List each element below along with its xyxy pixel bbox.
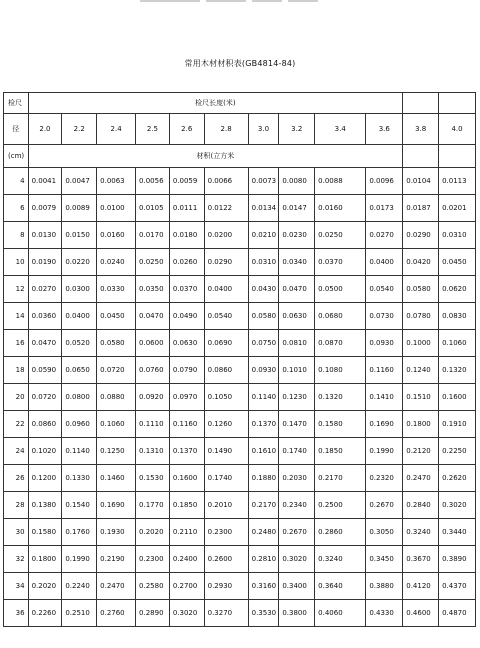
volume-cell: 0.0111 (169, 195, 204, 222)
volume-cell: 0.0130 (28, 222, 62, 249)
volume-cell: 0.0250 (315, 222, 366, 249)
volume-cell: 0.4120 (403, 573, 439, 600)
length-header-cell: 2.8 (204, 114, 248, 145)
volume-cell: 0.3020 (279, 546, 315, 573)
diameter-cell: 36 (4, 600, 29, 627)
volume-cell: 0.0190 (28, 249, 62, 276)
volume-cell: 0.0260 (169, 249, 204, 276)
corner-label-top: 检尺 (4, 93, 29, 114)
volume-cell: 0.1800 (403, 411, 439, 438)
volume-cell: 0.1060 (97, 411, 136, 438)
volume-cell: 0.0430 (248, 276, 279, 303)
length-header-cell: 2.4 (97, 114, 136, 145)
volume-cell: 0.1490 (204, 438, 248, 465)
volume-cell: 0.0930 (366, 330, 403, 357)
volume-cell: 0.3050 (366, 519, 403, 546)
volume-cell: 0.3640 (315, 573, 366, 600)
volume-cell: 0.1600 (439, 384, 476, 411)
volume-cell: 0.1000 (403, 330, 439, 357)
page-title: 常用木材材积表(GB4814-84) (184, 59, 296, 68)
volume-cell: 0.1110 (136, 411, 170, 438)
volume-cell: 0.0330 (97, 276, 136, 303)
volume-cell: 0.0056 (136, 168, 170, 195)
volume-cell: 0.0750 (248, 330, 279, 357)
length-header-cell: 2.6 (169, 114, 204, 145)
volume-cell: 0.0620 (439, 276, 476, 303)
volume-cell: 0.0450 (439, 249, 476, 276)
volume-cell: 0.0063 (97, 168, 136, 195)
diameter-cell: 24 (4, 438, 29, 465)
table-row (4, 384, 476, 411)
volume-cell: 0.2010 (204, 492, 248, 519)
volume-cell: 0.1770 (136, 492, 170, 519)
length-header-cell: 4.0 (439, 114, 476, 145)
volume-cell: 0.0760 (136, 357, 170, 384)
diameter-cell: 18 (4, 357, 29, 384)
volume-cell: 0.1990 (62, 546, 97, 573)
volume-cell: 0.0420 (403, 249, 439, 276)
length-header-cell: 3.2 (279, 114, 315, 145)
table-row (4, 438, 476, 465)
table-row (4, 411, 476, 438)
volume-cell: 0.0160 (315, 195, 366, 222)
volume-cell: 0.1760 (62, 519, 97, 546)
volume-cell: 0.0920 (136, 384, 170, 411)
volume-cell: 0.1140 (248, 384, 279, 411)
volume-cell: 0.1930 (97, 519, 136, 546)
volume-cell: 0.3160 (248, 573, 279, 600)
volume-cell: 0.1060 (439, 330, 476, 357)
volume-cell: 0.3240 (315, 546, 366, 573)
volume-cell: 0.1260 (204, 411, 248, 438)
volume-cell: 0.0113 (439, 168, 476, 195)
volume-cell: 0.2320 (366, 465, 403, 492)
header-row-length-group (4, 93, 476, 114)
volume-cell: 0.0270 (366, 222, 403, 249)
volume-cell: 0.0150 (62, 222, 97, 249)
volume-cell: 0.1310 (136, 438, 170, 465)
volume-cell: 0.0100 (97, 195, 136, 222)
diameter-cell: 6 (4, 195, 29, 222)
diameter-cell: 32 (4, 546, 29, 573)
volume-cell: 0.0540 (366, 276, 403, 303)
volume-cell: 0.0630 (279, 303, 315, 330)
volume-cell: 0.0220 (62, 249, 97, 276)
volume-cell: 0.0520 (62, 330, 97, 357)
volume-cell: 0.0350 (136, 276, 170, 303)
volume-cell: 0.0690 (204, 330, 248, 357)
volume-cell: 0.1160 (169, 411, 204, 438)
volume-cell: 0.0047 (62, 168, 97, 195)
volume-cell: 0.0720 (97, 357, 136, 384)
volume-cell: 0.1250 (97, 438, 136, 465)
volume-cell: 0.0370 (169, 276, 204, 303)
volume-cell: 0.2340 (279, 492, 315, 519)
volume-cell: 0.0780 (403, 303, 439, 330)
volume-cell: 0.1050 (204, 384, 248, 411)
volume-cell: 0.1370 (169, 438, 204, 465)
volume-cell: 0.2500 (315, 492, 366, 519)
length-header-cell: 2.5 (136, 114, 170, 145)
corner-label-unit: (cm) (4, 145, 29, 168)
volume-cell: 0.0630 (169, 330, 204, 357)
volume-cell: 0.1380 (28, 492, 62, 519)
volume-cell: 0.0290 (403, 222, 439, 249)
volume-cell: 0.1470 (279, 411, 315, 438)
table-row (4, 303, 476, 330)
volume-cell: 0.1160 (366, 357, 403, 384)
volume-cell: 0.1610 (248, 438, 279, 465)
volume-cell: 0.0134 (248, 195, 279, 222)
volume-cell: 0.3440 (439, 519, 476, 546)
volume-cell: 0.0650 (62, 357, 97, 384)
volume-cell: 0.0210 (248, 222, 279, 249)
volume-cell: 0.2300 (204, 519, 248, 546)
volume-cell: 0.1800 (28, 546, 62, 573)
volume-cell: 0.1910 (439, 411, 476, 438)
blank-header-cell (403, 93, 439, 114)
blank-header-cell (439, 145, 476, 168)
volume-cell: 0.0470 (136, 303, 170, 330)
volume-cell: 0.2120 (403, 438, 439, 465)
volume-cell: 0.3530 (248, 600, 279, 627)
corner-label-mid: 径 (4, 114, 29, 145)
volume-cell: 0.1740 (279, 438, 315, 465)
volume-cell: 0.0360 (28, 303, 62, 330)
diameter-cell: 30 (4, 519, 29, 546)
volume-cell: 0.2670 (366, 492, 403, 519)
volume-cell: 0.1320 (439, 357, 476, 384)
length-header-cell: 3.4 (315, 114, 366, 145)
volume-cell: 0.1850 (315, 438, 366, 465)
volume-cell: 0.0105 (136, 195, 170, 222)
volume-cell: 0.1200 (28, 465, 62, 492)
volume-cell: 0.3670 (403, 546, 439, 573)
blank-header-cell (439, 93, 476, 114)
volume-cell: 0.1990 (366, 438, 403, 465)
volume-cell: 0.0860 (204, 357, 248, 384)
diameter-cell: 8 (4, 222, 29, 249)
volume-cell: 0.1850 (169, 492, 204, 519)
blank-header-cell (403, 145, 439, 168)
volume-cell: 0.0340 (279, 249, 315, 276)
volume-cell: 0.0122 (204, 195, 248, 222)
volume-cell: 0.3400 (279, 573, 315, 600)
diameter-cell: 22 (4, 411, 29, 438)
volume-cell: 0.3020 (169, 600, 204, 627)
volume-cell: 0.2240 (62, 573, 97, 600)
volume-cell: 0.1540 (62, 492, 97, 519)
volume-cell: 0.0300 (62, 276, 97, 303)
volume-cell: 0.2190 (97, 546, 136, 573)
volume-cell: 0.0160 (97, 222, 136, 249)
diameter-cell: 10 (4, 249, 29, 276)
volume-cell: 0.1530 (136, 465, 170, 492)
volume-cell: 0.3890 (439, 546, 476, 573)
volume-cell: 0.2110 (169, 519, 204, 546)
volume-cell: 0.0790 (169, 357, 204, 384)
volume-cell: 0.1370 (248, 411, 279, 438)
volume-cell: 0.0240 (97, 249, 136, 276)
diameter-cell: 12 (4, 276, 29, 303)
volume-cell: 0.0880 (97, 384, 136, 411)
volume-cell: 0.1330 (62, 465, 97, 492)
volume-cell: 0.2170 (315, 465, 366, 492)
volume-cell: 0.0310 (439, 222, 476, 249)
volume-cell: 0.2860 (315, 519, 366, 546)
volume-cell: 0.2170 (248, 492, 279, 519)
length-header-cell: 2.0 (28, 114, 62, 145)
volume-cell: 0.2470 (403, 465, 439, 492)
volume-cell: 0.2670 (279, 519, 315, 546)
volume-group-header: 材积(立方米 (28, 145, 403, 168)
volume-cell: 0.0173 (366, 195, 403, 222)
table-row (4, 600, 476, 627)
volume-cell: 0.0180 (169, 222, 204, 249)
volume-cell: 0.0470 (28, 330, 62, 357)
volume-cell: 0.2020 (136, 519, 170, 546)
volume-cell: 0.3020 (439, 492, 476, 519)
volume-cell: 0.0400 (366, 249, 403, 276)
volume-cell: 0.2260 (28, 600, 62, 627)
volume-cell: 0.2700 (169, 573, 204, 600)
volume-cell: 0.2300 (136, 546, 170, 573)
volume-cell: 0.2020 (28, 573, 62, 600)
diameter-cell: 34 (4, 573, 29, 600)
volume-cell: 0.0270 (28, 276, 62, 303)
length-group-header: 检尺长度(米) (28, 93, 403, 114)
volume-cell: 0.0800 (62, 384, 97, 411)
volume-cell: 0.3270 (204, 600, 248, 627)
length-header-cell: 2.2 (62, 114, 97, 145)
volume-cell: 0.4330 (366, 600, 403, 627)
volume-cell: 0.1580 (315, 411, 366, 438)
volume-cell: 0.3450 (366, 546, 403, 573)
volume-cell: 0.0230 (279, 222, 315, 249)
volume-cell: 0.2890 (136, 600, 170, 627)
volume-cell: 0.0580 (403, 276, 439, 303)
volume-cell: 0.2470 (97, 573, 136, 600)
table-row (4, 249, 476, 276)
volume-cell: 0.4370 (439, 573, 476, 600)
diameter-cell: 26 (4, 465, 29, 492)
table-row (4, 357, 476, 384)
volume-cell: 0.0930 (248, 357, 279, 384)
volume-cell: 0.1580 (28, 519, 62, 546)
volume-cell: 0.0059 (169, 168, 204, 195)
volume-cell: 0.0960 (62, 411, 97, 438)
volume-cell: 0.0680 (315, 303, 366, 330)
volume-cell: 0.0730 (366, 303, 403, 330)
volume-cell: 0.0088 (315, 168, 366, 195)
volume-cell: 0.2810 (248, 546, 279, 573)
volume-cell: 0.1140 (62, 438, 97, 465)
diameter-cell: 14 (4, 303, 29, 330)
header-row-lengths (4, 114, 476, 145)
diameter-cell: 28 (4, 492, 29, 519)
volume-cell: 0.0089 (62, 195, 97, 222)
volume-cell: 0.1020 (28, 438, 62, 465)
volume-cell: 0.0096 (366, 168, 403, 195)
volume-cell: 0.2600 (204, 546, 248, 573)
table-row (4, 465, 476, 492)
volume-cell: 0.2760 (97, 600, 136, 627)
volume-cell: 0.2510 (62, 600, 97, 627)
volume-cell: 0.0187 (403, 195, 439, 222)
length-header-cell: 3.8 (403, 114, 439, 145)
diameter-cell: 4 (4, 168, 29, 195)
volume-cell: 0.1510 (403, 384, 439, 411)
volume-cell: 0.3800 (279, 600, 315, 627)
volume-cell: 0.0073 (248, 168, 279, 195)
volume-cell: 0.0041 (28, 168, 62, 195)
volume-cell: 0.4060 (315, 600, 366, 627)
volume-cell: 0.4600 (403, 600, 439, 627)
volume-cell: 0.0066 (204, 168, 248, 195)
volume-cell: 0.1690 (97, 492, 136, 519)
table-row (4, 276, 476, 303)
volume-cell: 0.1080 (315, 357, 366, 384)
volume-cell: 0.2930 (204, 573, 248, 600)
volume-cell: 0.0490 (169, 303, 204, 330)
table-row (4, 195, 476, 222)
table-row (4, 222, 476, 249)
volume-cell: 0.0970 (169, 384, 204, 411)
volume-cell: 0.1320 (315, 384, 366, 411)
volume-cell: 0.2620 (439, 465, 476, 492)
volume-cell: 0.4870 (439, 600, 476, 627)
table-row (4, 492, 476, 519)
volume-cell: 0.2250 (439, 438, 476, 465)
volume-cell: 0.1410 (366, 384, 403, 411)
volume-cell: 0.1230 (279, 384, 315, 411)
volume-cell: 0.0079 (28, 195, 62, 222)
volume-cell: 0.0310 (248, 249, 279, 276)
table-row (4, 573, 476, 600)
table-row (4, 519, 476, 546)
volume-cell: 0.0470 (279, 276, 315, 303)
volume-cell: 0.2580 (136, 573, 170, 600)
diameter-cell: 16 (4, 330, 29, 357)
diameter-cell: 20 (4, 384, 29, 411)
volume-cell: 0.2030 (279, 465, 315, 492)
table-row (4, 546, 476, 573)
length-header-cell: 3.6 (366, 114, 403, 145)
volume-cell: 0.0590 (28, 357, 62, 384)
volume-cell: 0.0400 (204, 276, 248, 303)
volume-cell: 0.3880 (366, 573, 403, 600)
volume-cell: 0.0201 (439, 195, 476, 222)
volume-cell: 0.0104 (403, 168, 439, 195)
volume-cell: 0.0290 (204, 249, 248, 276)
volume-cell: 0.1880 (248, 465, 279, 492)
volume-cell: 0.1460 (97, 465, 136, 492)
volume-cell: 0.1010 (279, 357, 315, 384)
volume-cell: 0.1690 (366, 411, 403, 438)
volume-cell: 0.0830 (439, 303, 476, 330)
volume-cell: 0.0147 (279, 195, 315, 222)
volume-cell: 0.1240 (403, 357, 439, 384)
volume-cell: 0.0400 (62, 303, 97, 330)
volume-cell: 0.0450 (97, 303, 136, 330)
table-row (4, 330, 476, 357)
volume-cell: 0.0810 (279, 330, 315, 357)
volume-cell: 0.0370 (315, 249, 366, 276)
volume-cell: 0.0600 (136, 330, 170, 357)
volume-cell: 0.0860 (28, 411, 62, 438)
top-edge-artifact (140, 0, 340, 3)
timber-volume-table (3, 92, 476, 627)
volume-cell: 0.1600 (169, 465, 204, 492)
volume-cell: 0.0870 (315, 330, 366, 357)
volume-cell: 0.3240 (403, 519, 439, 546)
volume-cell: 0.0200 (204, 222, 248, 249)
volume-cell: 0.2400 (169, 546, 204, 573)
volume-cell: 0.0250 (136, 249, 170, 276)
table-row (4, 168, 476, 195)
volume-cell: 0.2480 (248, 519, 279, 546)
volume-cell: 0.2840 (403, 492, 439, 519)
volume-cell: 0.0500 (315, 276, 366, 303)
volume-cell: 0.0580 (97, 330, 136, 357)
volume-cell: 0.0170 (136, 222, 170, 249)
volume-cell: 0.1740 (204, 465, 248, 492)
length-header-cell: 3.0 (248, 114, 279, 145)
header-row-volume-group (4, 145, 476, 168)
volume-cell: 0.0540 (204, 303, 248, 330)
volume-cell: 0.0080 (279, 168, 315, 195)
volume-cell: 0.0720 (28, 384, 62, 411)
volume-cell: 0.0580 (248, 303, 279, 330)
